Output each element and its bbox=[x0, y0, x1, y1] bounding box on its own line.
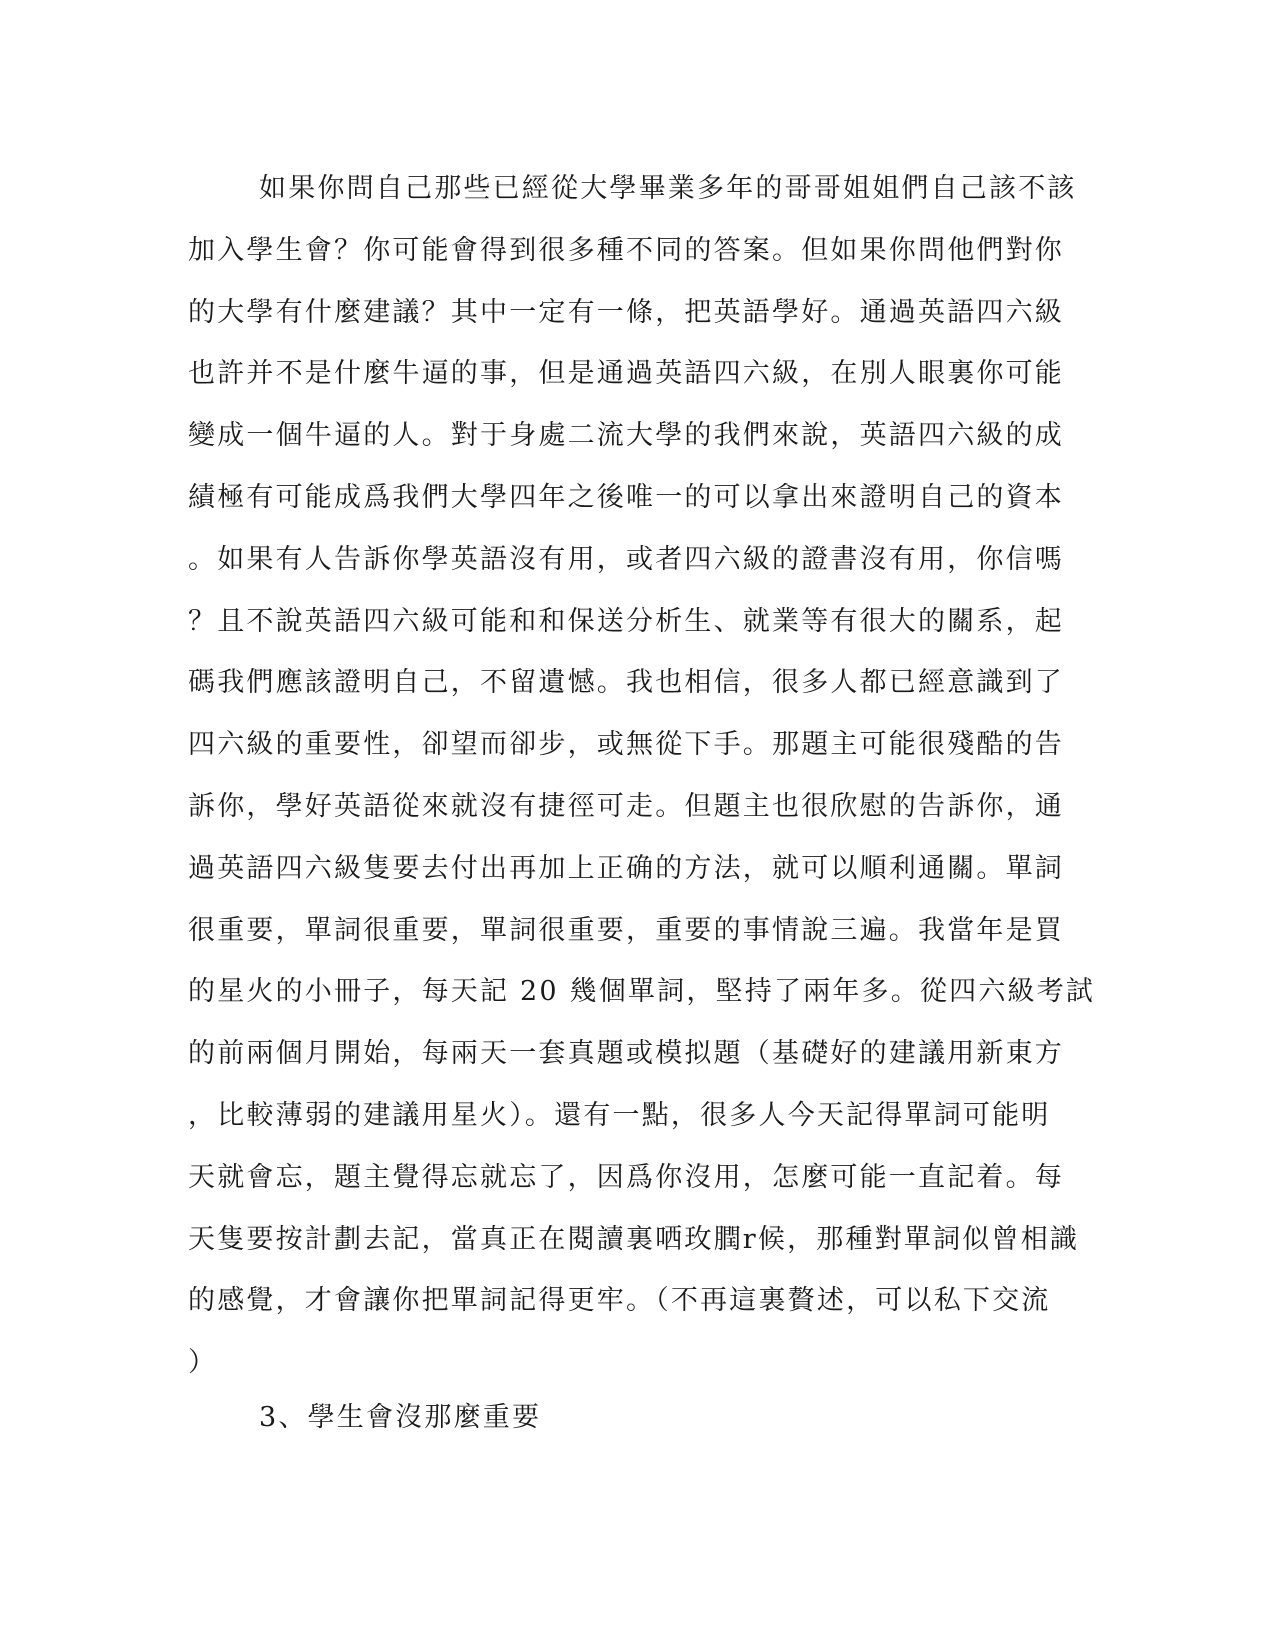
paragraph-line: 訴你，學好英語從來就沒有捷徑可走。但題主也很欣慰的告訴你，通 bbox=[188, 790, 1064, 822]
paragraph-line: 加入學生會？你可能會得到很多種不同的答案。但如果你問他們對你 bbox=[188, 234, 1064, 266]
paragraph-line: 的大學有什麼建議？其中一定有一條，把英語學好。通過英語四六級 bbox=[188, 296, 1064, 328]
paragraph-line: 的星火的小冊子，每天記 20 幾個單詞，堅持了兩年多。從四六級考試 bbox=[188, 976, 1096, 1008]
body-paragraph bbox=[188, 158, 1096, 1394]
paragraph-line: 天隻要按計劃去記，當真正在閱讀裏哂玫膶r候，那種對單詞似曾相識 bbox=[188, 1223, 1080, 1255]
paragraph-line: ） bbox=[188, 1347, 218, 1379]
section-heading: 3、學生會沒那麼重要 bbox=[259, 1402, 542, 1433]
paragraph-line: 也許并不是什麼牛逼的事，但是通過英語四六級，在別人眼裏你可能 bbox=[188, 358, 1064, 390]
paragraph-line: 的前兩個月開始，每兩天一套真題或模拟題（基礎好的建議用新東方 bbox=[188, 1038, 1064, 1070]
paragraph-line: 天就會忘，題主覺得忘就忘了，因爲你沒用，怎麼可能一直記着。每 bbox=[188, 1161, 1064, 1193]
paragraph-line: 的感覺，才會讓你把單詞記得更牢。（不再這裏贅述，可以私下交流 bbox=[188, 1285, 1051, 1317]
paragraph-line: 很重要，單詞很重要，單詞很重要，重要的事情說三遍。我當年是買 bbox=[188, 914, 1064, 946]
paragraph-line: 績極有可能成爲我們大學四年之後唯一的可以拿出來證明自己的資本 bbox=[188, 481, 1064, 513]
paragraph-line: ，比較薄弱的建議用星火）。還有一點，很多人今天記得單詞可能明 bbox=[188, 1099, 1051, 1131]
paragraph-line: 過英語四六級隻要去付出再加上正确的方法，就可以順利通關。單詞 bbox=[188, 852, 1064, 884]
paragraph-line: 變成一個牛逼的人。對于身處二流大學的我們來說，英語四六級的成 bbox=[188, 420, 1064, 452]
paragraph-line: ？且不說英語四六級可能和和保送分析生、就業等有很大的關系，起 bbox=[188, 605, 1064, 637]
paragraph-line: 碼我們應該證明自己，不留遺憾。我也相信，很多人都已經意識到了 bbox=[188, 667, 1064, 699]
paragraph-line: 四六級的重要性，卻望而卻步，或無從下手。那題主可能很殘酷的告 bbox=[188, 729, 1064, 761]
paragraph-line: 如果你問自己那些已經從大學畢業多年的哥哥姐姐們自己該不該 bbox=[259, 173, 1077, 204]
paragraph-line: 。如果有人告訴你學英語沒有用，或者四六級的證書沒有用，你信嗎 bbox=[188, 543, 1064, 575]
